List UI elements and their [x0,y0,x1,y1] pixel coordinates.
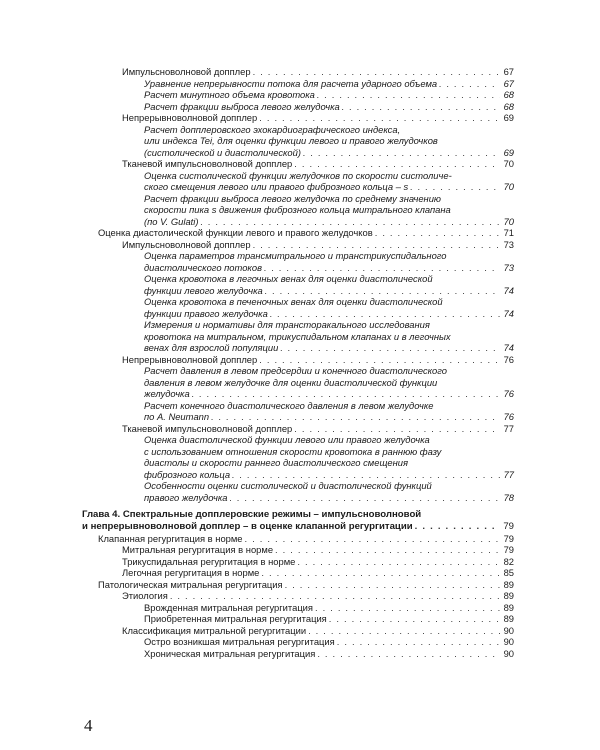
toc-page-number: 73 [503,261,514,273]
leader-dots [230,492,500,504]
toc-entry-text: фиброзного кольца [144,468,231,480]
toc-page-number: 74 [503,342,514,353]
toc-entry-text: Расчет допплеровского эхокардиографического индекса, [144,123,401,135]
toc-entry [82,66,514,78]
toc-page-number: 77 [503,468,514,480]
toc-entry [82,124,514,159]
toc-entry-text: Приобретенная митральная регургитация [144,613,327,625]
toc-entry-text: давления в левом желудочке для оценки диастолической функции [144,376,438,388]
toc-page-number: 68 [503,89,514,100]
toc-page-number: 67 [503,77,514,89]
toc-entry [82,112,514,124]
toc-entry-text: Этиология [122,590,168,602]
toc-entry-text: ского смещения левого или правого фиброзного кольца – s [144,181,409,192]
leader-dots [375,227,500,239]
toc-entry [82,636,514,648]
toc-entry-text: правого желудочка [144,491,228,503]
toc-page-number: 79 [503,520,514,532]
toc-entry [82,480,514,503]
leader-dots [170,590,500,602]
leader-dots [245,533,500,545]
toc-entry [82,250,514,273]
toc-entry-text: Особенности оценки систолической и диастолической функций [144,480,432,491]
leader-dots [192,388,500,400]
leader-dots [265,285,500,297]
toc-entry [82,400,514,423]
toc-entry [82,544,514,556]
leader-dots [439,78,500,90]
toc-entry-text: Тканевой импульсноволновой допплер [122,422,293,434]
toc-entry [82,579,514,591]
toc-entry-text: диастолического потоков [144,261,262,273]
page-number: 4 [84,716,93,735]
toc-entry [82,78,514,90]
toc-entry-text: функции правого желудочка [144,307,268,319]
toc-page-number: 89 [503,613,514,625]
toc-page-number: 74 [503,307,514,319]
leader-dots [294,158,500,170]
leader-dots [253,239,500,251]
toc-page-number: 69 [503,112,514,123]
leader-dots [294,423,500,435]
toc-page-number: 90 [503,647,514,659]
leader-dots [232,469,500,481]
leader-dots [285,579,500,591]
toc-entry-text: по A. Neumann [144,411,210,422]
toc-entry-text: Оценка диастолической функции левого и правого желудочков [98,227,373,238]
toc-entry-text: Тканевой импульсноволновой допплер [122,158,293,169]
toc-entry [82,434,514,480]
toc-page-number: 70 [503,181,514,192]
toc-entry-text: Расчет конечного диастолического давления в левом желудочке [144,399,434,411]
toc-page-number: 69 [503,146,514,158]
leader-dots [303,147,500,159]
toc-page-number: 89 [503,578,514,590]
toc-entry-text: кровотока на митральном, трикуспидальном клапанах и в легочных [144,330,451,342]
toc-page-number: 76 [503,388,514,399]
toc-entry [82,567,514,579]
toc-entry-text: Легочная регургитация в норме [122,567,260,579]
leader-dots [280,342,500,354]
toc-page-number: 73 [503,238,514,250]
toc-entry [82,319,514,354]
toc-entry-text: Расчет минутного объема кровотока [144,89,315,100]
toc-entry-text: Клапанная регургитация в норме [98,532,243,544]
toc-entry-text: Импульсноволновой допплер [122,238,251,250]
leader-dots [317,89,500,101]
toc-chapter-heading [82,509,514,533]
toc-entry [82,89,514,101]
toc-page-number: 90 [503,624,514,636]
leader-dots [261,567,500,579]
toc-entry [82,533,514,545]
toc-entry-text: диастолы и скорости раннего диастолического смещения [144,457,409,468]
toc-entry-text: Расчет фракции выброса левого желудочка по среднему значению [144,192,441,204]
toc-page-number: 71 [503,227,514,238]
toc-page-number: 90 [503,636,514,648]
toc-entry-text: Оценка кровотока в легочных венах для оценки диастолической [144,273,433,284]
toc-entry-text: (систолической и диастолической) [144,146,301,158]
toc-entry-text: и непрерывноволновой допплер – в оценке клапанной регургитации [82,520,413,532]
toc-entry-text: Непрерывноволновой допплер [122,112,258,123]
toc-entry-text: Остро возникшая митральная регургитация [144,636,335,648]
toc-entry [82,101,514,113]
toc-entry-text: скорости пика s движения фиброзного кольца митрального клапана [144,204,451,215]
toc-entry-text: Уравнение непрерывности потока для расчета ударного объема [144,77,438,89]
toc-page-number: 79 [503,532,514,544]
toc-entry-text: Патологическая митральная регургитация [98,578,283,590]
leader-dots [410,181,500,193]
toc-page-number: 76 [503,353,514,365]
toc-entry [82,273,514,296]
toc-entry-text: Глава 4. Спектральные допплеровские режимы – импульсноволновой [82,509,422,520]
leader-dots [211,411,500,423]
leader-dots [342,101,500,113]
leader-dots [329,613,500,625]
toc-entry-text: Измерения и нормативы для трансторакального исследования [144,319,430,330]
leader-dots [200,216,500,228]
leader-dots [337,636,500,648]
leader-dots [270,308,500,320]
toc-page-number: 78 [503,491,514,503]
toc-entry [82,354,514,366]
toc-page-number: 77 [503,422,514,434]
toc-entry-text: венах для взрослой популяции [144,342,279,353]
toc-page-number: 70 [503,215,514,227]
toc-page-number: 89 [503,590,514,602]
leader-dots [315,602,500,614]
leader-dots [308,625,500,637]
toc-entry-text: (по V. Gulati) [144,215,199,227]
toc-entry [82,193,514,228]
toc-entry-text: с использованием отношения скорости кровотока в раннюю фазу [144,445,442,457]
toc-entry [82,239,514,251]
toc-page-number: 67 [503,66,514,77]
toc-entry-text: Оценка диастолической функции левого или правого желудочка [144,434,430,445]
toc-entry [82,227,514,239]
toc-entry [82,423,514,435]
toc-entry-text: Трикуспидальная регургитация в норме [122,555,296,567]
toc-entry-text: Расчет давления в левом предсердии и конечного диастолического [144,365,448,376]
leader-dots [259,354,500,366]
toc-entry [82,625,514,637]
toc-entry-text: Расчет фракции выброса левого желудочка [144,100,340,112]
toc-entry-text: функции левого желудочка [144,284,263,296]
leader-dots [264,262,500,274]
toc-entry [82,365,514,400]
leader-dots [317,648,500,660]
toc-entry [82,556,514,568]
toc-page-number: 70 [503,158,514,169]
toc-entry [82,602,514,614]
toc-page-number: 85 [503,567,514,579]
leader-dots [253,66,500,78]
toc-entry-text: Импульсноволновой допплер [122,66,251,77]
toc-entry [82,590,514,602]
toc-entry [82,648,514,660]
toc-entry-text: желудочка [144,388,190,399]
toc-entry-text: Врожденная митральная регургитация [144,601,313,613]
toc-entry [82,296,514,319]
toc-page-number: 68 [503,100,514,112]
toc-page-number: 89 [503,601,514,613]
leader-dots [415,521,500,533]
leader-dots [259,112,500,124]
toc-entry [82,170,514,193]
leader-dots [275,544,500,556]
table-of-contents [82,66,514,659]
leader-dots [297,556,500,568]
toc-page-number: 82 [503,555,514,567]
toc-entry-text: или индекса Tei, для оценки функции левого и правого желудочков [144,135,438,146]
toc-entry-text: Хроническая митральная регургитация [144,647,316,659]
toc-page-number: 74 [503,284,514,296]
toc-entry [82,613,514,625]
toc-entry-text: Непрерывноволновой допплер [122,353,258,365]
toc-entry-text: Оценка систолической функции желудочков по скорости систоличе- [144,169,452,181]
toc-entry-text: Классификация митральной регургитации [122,624,307,636]
toc-entry-text: Митральная регургитация в норме [122,544,274,556]
toc-page-number: 79 [503,544,514,556]
toc-page-number: 76 [503,411,514,422]
toc-entry [82,158,514,170]
toc-entry-text: Оценка кровотока в печеночных венах для оценки диастолической [144,296,443,307]
toc-entry-text: Оценка параметров трансмитрального и транстрикуспидального [144,250,447,261]
